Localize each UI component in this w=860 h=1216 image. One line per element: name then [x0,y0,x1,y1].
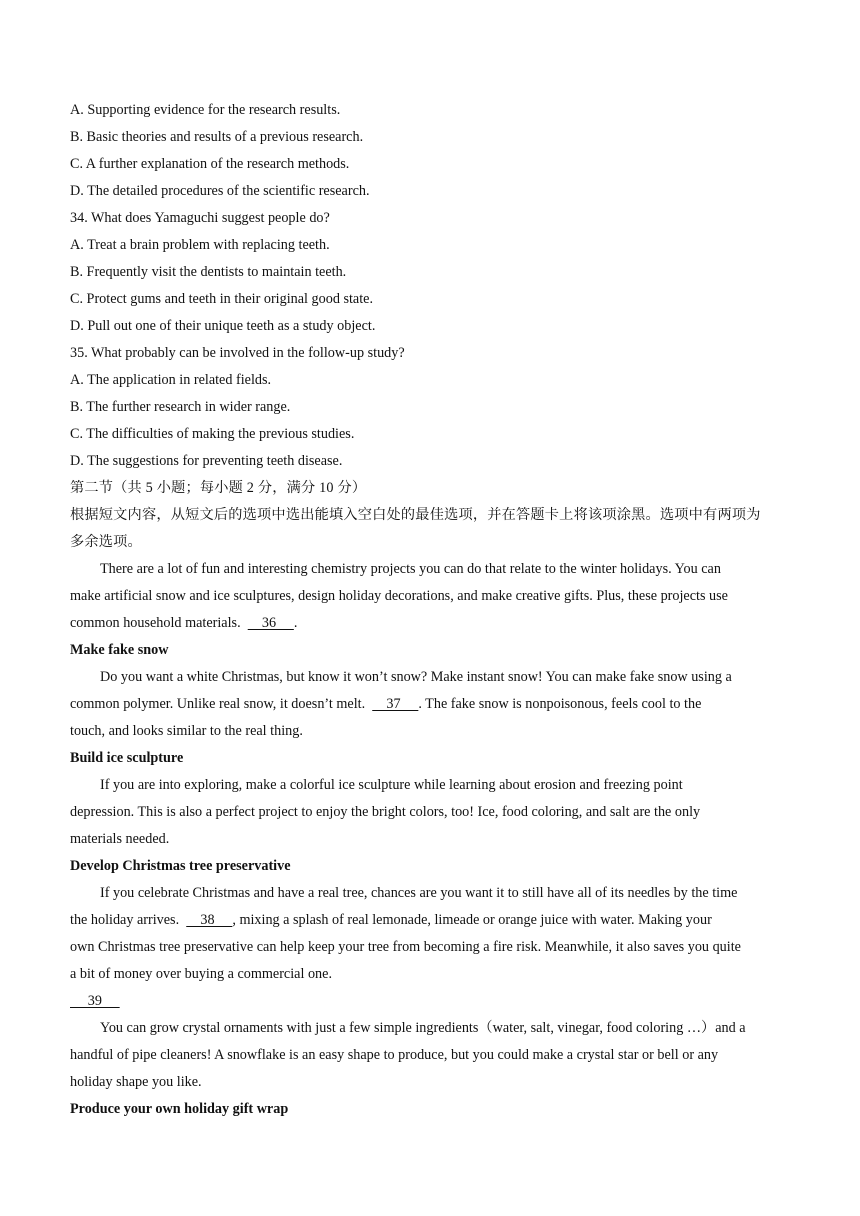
snow-line2-end: . The fake snow is nonpoisonous, feels cool to the [418,696,702,712]
tree-line2 [70,907,794,934]
ice-line3: materials needed. [70,831,170,847]
snow-line3: touch, and looks similar to the real thing. [70,723,303,739]
tree-line4: a bit of money over buying a commercial one. [70,966,332,982]
q35-option-a: A. The application in related fields. [70,372,272,388]
heading-blank-39 [70,988,794,1015]
tree-line3: own Christmas tree preservative can help keep your tree from becoming a fire risk. Meanwhile, it also saves you quite [70,939,741,955]
snow-line2-text: common polymer. Unlike real snow, it doesn’t melt. [70,696,373,712]
crystal-line1: You can grow crystal ornaments with just a few simple ingredients（water, salt, vinegar, food coloring …）and a [100,1020,746,1036]
blank-38: 38 [186,912,233,928]
intro-line2: make artificial snow and ice sculptures, design holiday decorations, and make creative gifts. Plus, these projects use [70,588,728,604]
q35-option-c: C. The difficulties of making the previous studies. [70,426,355,442]
document-page [70,97,794,1123]
intro-line1: There are a lot of fun and interesting chemistry projects you can do that relate to the winter holidays. You can [100,561,721,577]
section2-heading: 第二节（共 5 小题；每小题 2 分，满分 10 分） [70,480,367,496]
q34-option-a: A. Treat a brain problem with replacing teeth. [70,237,330,253]
tree-line2-text: the holiday arrives. [70,912,187,928]
blank-36: 36 [247,615,294,631]
ice-line1: If you are into exploring, make a colorful ice sculpture while learning about erosion and freezing point [100,777,683,793]
q35-option-d: D. The suggestions for preventing teeth disease. [70,453,343,469]
blank-37: 37 [372,696,419,712]
blank-39: 39 [70,993,120,1009]
q34-option-d: D. Pull out one of their unique teeth as a study object. [70,318,376,334]
intro-line3-text: common household materials. [70,615,248,631]
q35-option-b: B. The further research in wider range. [70,399,291,415]
q34-option-c: C. Protect gums and teeth in their original good state. [70,291,374,307]
snow-line2 [70,691,794,718]
crystal-line2: handful of pipe cleaners! A snowflake is an easy shape to produce, but you could make a crystal star or bell or any [70,1047,719,1063]
section2-instruction-line2: 多余选项。 [70,534,142,550]
tree-line1: If you celebrate Christmas and have a real tree, chances are you want it to still have all of its needles by the time [100,885,738,901]
q33-option-b: B. Basic theories and results of a previous research. [70,129,364,145]
heading-holiday-gift-wrap: Produce your own holiday gift wrap [70,1101,289,1117]
section2-instruction-line1: 根据短文内容，从短文后的选项中选出能填入空白处的最佳选项，并在答题卡上将该项涂黑。选项中有两项为 [70,507,761,523]
ice-line2: depression. This is also a perfect project to enjoy the bright colors, too! Ice, food coloring, and salt are the only [70,804,701,820]
q33-option-c: C. A further explanation of the research methods. [70,156,350,172]
heading-christmas-tree-preservative: Develop Christmas tree preservative [70,858,291,874]
q34-option-b: B. Frequently visit the dentists to maintain teeth. [70,264,347,280]
q35-question: 35. What probably can be involved in the follow-up study? [70,345,405,361]
q34-question: 34. What does Yamaguchi suggest people do? [70,210,330,226]
tree-line2-end: , mixing a splash of real lemonade, limeade or orange juice with water. Making your [232,912,712,928]
heading-make-fake-snow: Make fake snow [70,642,169,658]
intro-line3-end: . [293,615,298,631]
crystal-line3: holiday shape you like. [70,1074,202,1090]
intro-line3 [70,610,794,637]
q33-option-a: A. Supporting evidence for the research results. [70,102,341,118]
heading-build-ice-sculpture: Build ice sculpture [70,750,184,766]
snow-line1: Do you want a white Christmas, but know it won’t snow? Make instant snow! You can make fake snow using a [100,669,732,685]
q33-option-d: D. The detailed procedures of the scientific research. [70,183,370,199]
